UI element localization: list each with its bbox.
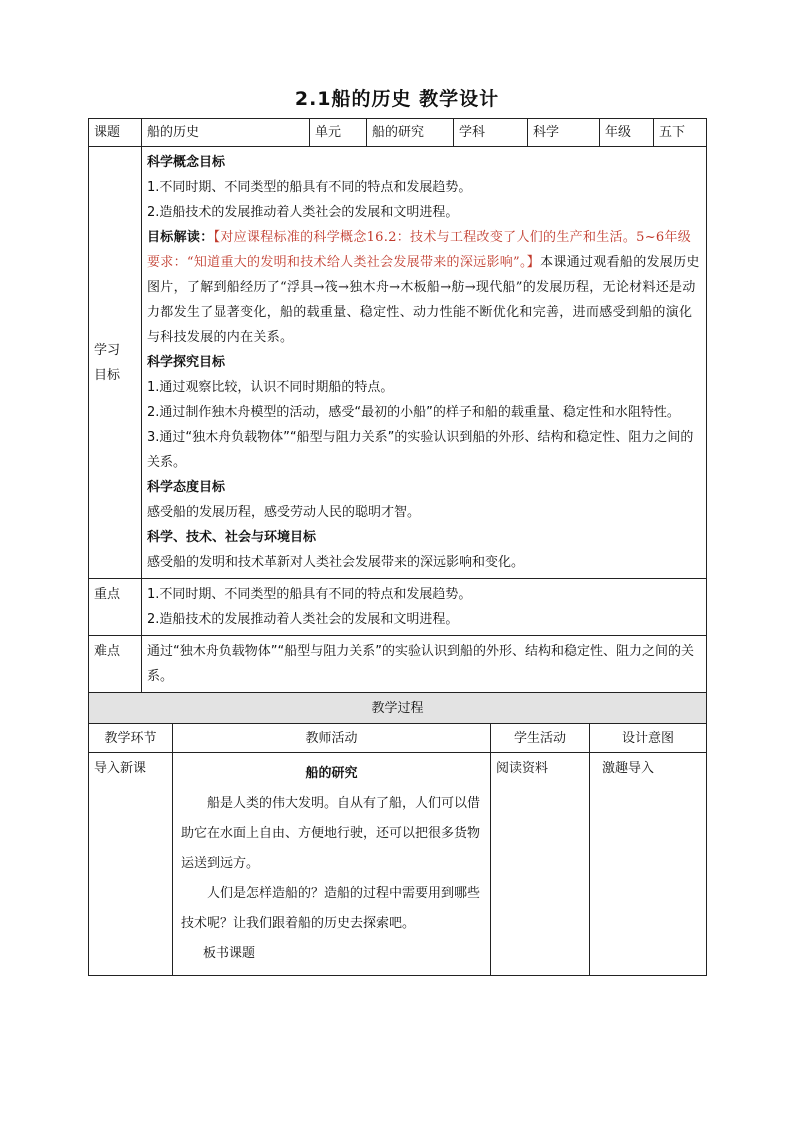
inquiry-item: 2.通过制作独木舟模型的活动，感受“最初的小船”的样子和船的载重量、稳定性和水阻特性。 — [147, 405, 680, 420]
grade-label: 年级 — [600, 119, 654, 147]
process-table — [88, 692, 707, 976]
process-title-row — [89, 693, 707, 724]
inquiry-item: 1.通过观察比较，认识不同时期船的特点。 — [147, 380, 394, 395]
concept-item: 1.不同时期、不同类型的船具有不同的特点和发展趋势。 — [147, 180, 472, 195]
col-student: 学生活动 — [491, 724, 590, 753]
col-intent: 设计意图 — [590, 724, 707, 753]
teacher-activity-title: 船的研究 — [305, 766, 358, 781]
objective-interpretation — [147, 225, 701, 350]
topic-value: 船的历史 — [142, 119, 310, 147]
difficulty-content — [142, 636, 707, 693]
key-points-content — [142, 579, 707, 636]
info-table — [88, 118, 707, 693]
objectives-row — [89, 147, 707, 579]
process-column-header — [89, 724, 707, 753]
interp-label: 目标解读： — [147, 230, 214, 245]
document-title: 2.1船的历史 教学设计 — [294, 88, 500, 110]
header-row — [89, 119, 707, 147]
attitude-title: 科学态度目标 — [147, 480, 226, 495]
objectives-content — [142, 147, 707, 579]
stage-cell: 导入新课 — [89, 753, 173, 976]
attitude-item: 感受船的发展历程，感受劳动人民的聪明才智。 — [147, 505, 421, 520]
grade-value: 五下 — [654, 119, 707, 147]
teacher-activity-cell — [173, 753, 491, 976]
difficulty-row — [89, 636, 707, 693]
process-row-intro — [89, 753, 707, 976]
key-point-item: 2.造船技术的发展推动着人类社会的发展和文明进程。 — [147, 612, 459, 627]
concept-item: 2.造船技术的发展推动着人类社会的发展和文明进程。 — [147, 205, 459, 220]
inquiry-title: 科学探究目标 — [147, 355, 226, 370]
col-teacher: 教师活动 — [173, 724, 491, 753]
design-intent-cell: 激趣导入 — [590, 753, 707, 976]
subject-label: 学科 — [454, 119, 528, 147]
sts-item: 感受船的发明和技术革新对人类社会发展带来的深远影响和变化。 — [147, 555, 525, 570]
student-activity-cell: 阅读资料 — [491, 753, 590, 976]
key-points-row — [89, 579, 707, 636]
process-title: 教学过程 — [89, 693, 707, 724]
unit-value: 船的研究 — [367, 119, 454, 147]
subject-value: 科学 — [528, 119, 600, 147]
concept-title: 科学概念目标 — [147, 155, 226, 170]
teacher-paragraph: 船是人类的伟大发明。自从有了船，人们可以借助它在水面上自由、方便地行驶，还可以把很多货物运送到远方。 — [181, 796, 481, 871]
interp-text: 本课通过观看船的发展历史图片，了解到船经历了“浮具→筏→独木舟→木板船→舫→现代船”的发展历程，无论材料还是动力都发生了显著变化，船的载重量、稳定性、动力性能不断优化和完善，进而感受到船的演化与科技发展的内在关系。 — [147, 255, 700, 345]
inquiry-item: 3.通过“独木舟负载物体”“船型与阻力关系”的实验认识到船的外形、结构和稳定性、阻力之间的关系。 — [147, 430, 694, 470]
lesson-plan-sheet — [88, 118, 706, 1013]
difficulty-text: 通过“独木舟负载物体”“船型与阻力关系”的实验认识到船的外形、结构和稳定性、阻力之间的关系。 — [147, 644, 694, 684]
objectives-label-line2: 目标 — [94, 367, 121, 383]
col-stage: 教学环节 — [89, 724, 173, 753]
objectives-label-line1: 学习 — [94, 342, 121, 358]
key-points-label: 重点 — [89, 579, 142, 636]
unit-label: 单元 — [310, 119, 367, 147]
difficulty-label: 难点 — [89, 636, 142, 693]
interp-standard: 【对应课程标准的科学概念16.2：技术与工程改变了人们的生产和生活。5~6年级要求：“知道重大的发明和技术给人类社会发展带来的深远影响”。】 — [147, 230, 692, 270]
objectives-label — [89, 147, 142, 579]
board-note: 板书课题 — [203, 946, 256, 961]
key-point-item: 1.不同时期、不同类型的船具有不同的特点和发展趋势。 — [147, 587, 472, 602]
sts-title: 科学、技术、社会与环境目标 — [147, 530, 317, 545]
teacher-paragraph: 人们是怎样造船的？造船的过程中需要用到哪些技术呢？让我们跟着船的历史去探索吧。 — [181, 886, 481, 931]
topic-label: 课题 — [89, 119, 142, 147]
